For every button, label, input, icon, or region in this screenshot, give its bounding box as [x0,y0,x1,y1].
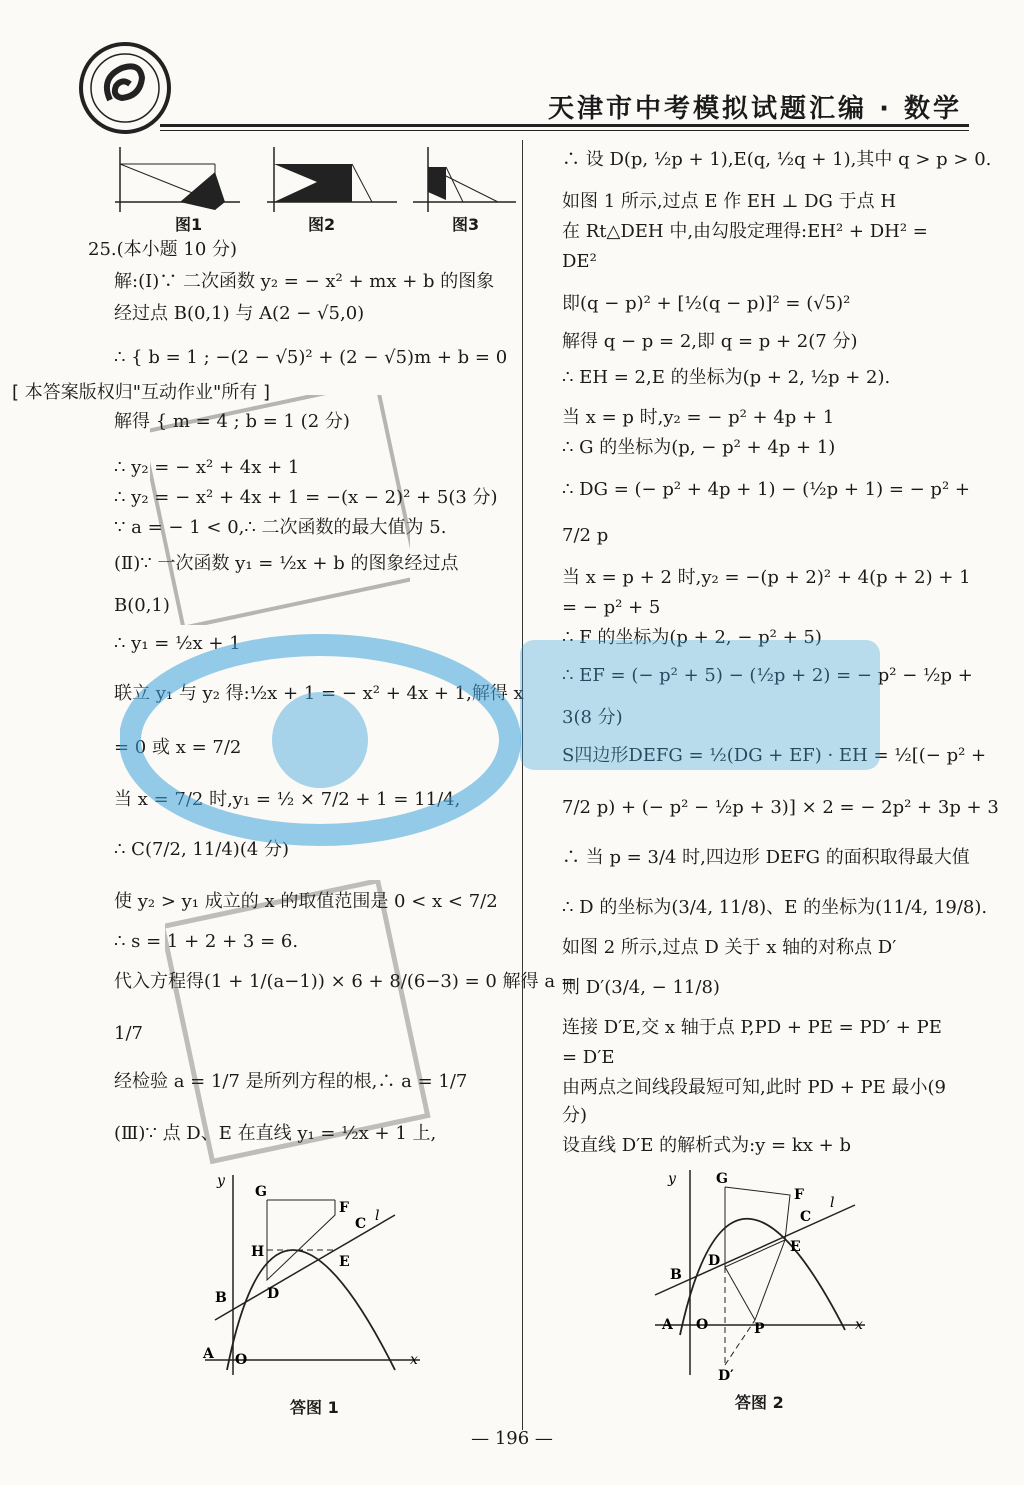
answer-figure-2 [650,1165,880,1385]
left-line-11: ∴ y₁ = ½x + 1 [114,633,241,654]
right-line-17: S四边形DEFG = ½(DG + EF) · EH = ½[(− p² + [562,745,987,766]
svg-text:B: B [670,1267,682,1283]
left-line-17: ∴ s = 1 + 2 + 3 = 6. [114,931,299,952]
header-rule [160,124,969,127]
left-line-18: 代入方程得(1 + 1/(a−1)) × 6 + 8/(6−3) = 0 解得 a = [114,971,576,992]
svg-text:B: B [215,1290,227,1306]
answer-figure-1-caption: 答图 1 [290,1398,339,1417]
left-line-10: B(0,1) [114,595,170,616]
left-line-13: = 0 或 x = 7/2 [114,737,242,758]
left-line-5: 解得 { m = 4 ; b = 1 (2 分) [114,411,350,432]
svg-text:O: O [235,1352,248,1368]
answer-figure-1 [195,1170,435,1380]
top-figure-2-caption: 图2 [308,215,336,234]
svg-text:C: C [355,1216,367,1232]
right-line-25: 由两点之间线段最短可知,此时 PD + PE 最小(9 [562,1077,946,1098]
right-line-11: 7/2 p [562,525,609,546]
left-line-4: ∴ { b = 1 ; −(2 − √5)² + (2 − √5)m + b = 0 [114,347,508,368]
right-line-7: ∴ EH = 2,E 的坐标为(p + 2, ½p + 2). [562,367,891,388]
svg-text:O: O [696,1317,709,1333]
answer-figure-2-caption: 答图 2 [735,1393,784,1412]
svg-text:E: E [339,1254,350,1270]
svg-text:A: A [203,1346,214,1362]
right-line-6: 解得 q − p = 2,即 q = p + 2(7 分) [562,331,858,352]
publisher-logo-icon [70,38,180,138]
svg-text:F: F [794,1187,804,1203]
left-line-3: 经过点 B(0,1) 与 A(2 − √5,0) [114,303,365,324]
left-line-14: 当 x = 7/2 时,y₁ = ½ × 7/2 + 1 = 11/4, [114,789,461,810]
svg-text:A: A [662,1317,673,1333]
svg-text:C: C [800,1209,812,1225]
header-title: 天津市中考模拟试题汇编 · 数学 [548,94,962,124]
left-line-1: 25.(本小题 10 分) [88,239,238,260]
left-line-12: 联立 y₁ 与 y₂ 得:½x + 1 = − x² + 4x + 1,解得 x [114,683,524,704]
right-line-21: 如图 2 所示,过点 D 关于 x 轴的对称点 D′ [562,937,897,958]
right-line-27: 设直线 D′E 的解析式为:y = kx + b [562,1135,851,1156]
right-line-1: ∴ 设 D(p, ½p + 1),E(q, ½q + 1),其中 q > p > 0. [562,149,992,170]
left-line-6: ∴ y₂ = − x² + 4x + 1 [114,457,300,478]
right-line-9: ∴ G 的坐标为(p, − p² + 4p + 1) [562,437,836,458]
svg-text:E: E [790,1239,801,1255]
top-figure-3 [408,142,518,222]
page-number: — 196 — [471,1428,553,1449]
right-line-10: ∴ DG = (− p² + 4p + 1) − (½p + 1) = − p² + [562,479,970,500]
svg-text:D′: D′ [718,1368,734,1384]
svg-text:y: y [217,1173,225,1189]
right-line-23: 连接 D′E,交 x 轴于点 P,PD + PE = PD′ + PE [562,1017,942,1038]
svg-text:l: l [375,1208,380,1224]
top-figure-3-caption: 图3 [452,215,480,234]
right-line-12: 当 x = p + 2 时,y₂ = −(p + 2)² + 4(p + 2) + 1 [562,567,971,588]
header-rule-thin [160,130,969,131]
svg-text:F: F [339,1200,349,1216]
svg-text:P: P [754,1321,765,1337]
svg-text:x: x [410,1352,418,1368]
right-line-16: 3(8 分) [562,707,623,728]
right-line-24: = D′E [562,1047,615,1068]
copyright-note: [ 本答案版权归"互动作业"所有 ] [12,382,271,403]
left-line-7: ∴ y₂ = − x² + 4x + 1 = −(x − 2)² + 5(3 分) [114,487,498,508]
top-figure-1-caption: 图1 [175,215,203,234]
right-line-5: 即(q − p)² + [½(q − p)]² = (√5)² [562,293,851,314]
right-line-15: ∴ EF = (− p² + 5) − (½p + 2) = − p² − ½p + [562,665,973,686]
right-line-4: DE² [562,251,597,272]
svg-text:D: D [708,1253,721,1269]
right-line-8: 当 x = p 时,y₂ = − p² + 4p + 1 [562,407,835,428]
left-line-19: 1/7 [114,1023,143,1044]
left-line-2: 解:(Ⅰ)∵ 二次函数 y₂ = − x² + mx + b 的图象 [114,271,495,292]
right-line-18: 7/2 p) + (− p² − ½p + 3)] × 2 = − 2p² + 3p + 3 [562,797,999,818]
top-figure-1 [105,142,245,222]
right-line-3: 在 Rt△DEH 中,由勾股定理得:EH² + DH² = [562,221,928,242]
svg-text:G: G [716,1171,728,1187]
left-line-20: 经检验 a = 1/7 是所列方程的根,∴ a = 1/7 [114,1071,468,1092]
svg-text:x: x [855,1317,863,1333]
svg-text:l: l [830,1195,835,1211]
left-line-9: (Ⅱ)∵ 一次函数 y₁ = ½x + b 的图象经过点 [114,553,459,574]
left-line-21: (Ⅲ)∵ 点 D、E 在直线 y₁ = ½x + 1 上, [114,1123,437,1144]
right-line-2: 如图 1 所示,过点 E 作 EH ⊥ DG 于点 H [562,191,897,212]
right-line-22: 则 D′(3/4, − 11/8) [562,977,720,998]
svg-text:D: D [267,1286,280,1302]
right-line-13: = − p² + 5 [562,597,661,618]
top-figure-2 [262,142,402,222]
right-line-19: ∴ 当 p = 3/4 时,四边形 DEFG 的面积取得最大值 [562,847,970,868]
svg-text:H: H [251,1244,265,1260]
left-line-8: ∵ a = − 1 < 0,∴ 二次函数的最大值为 5. [114,517,447,538]
column-divider [522,140,523,1430]
left-line-15: ∴ C(7/2, 11/4)(4 分) [114,839,290,860]
left-line-16: 使 y₂ > y₁ 成立的 x 的取值范围是 0 < x < 7/2 [114,891,498,912]
svg-text:G: G [255,1184,267,1200]
right-line-14: ∴ F 的坐标为(p + 2, − p² + 5) [562,627,822,648]
right-line-20: ∴ D 的坐标为(3/4, 11/8)、E 的坐标为(11/4, 19/8). [562,897,988,918]
right-line-26: 分) [562,1105,588,1126]
svg-text:y: y [668,1171,676,1187]
